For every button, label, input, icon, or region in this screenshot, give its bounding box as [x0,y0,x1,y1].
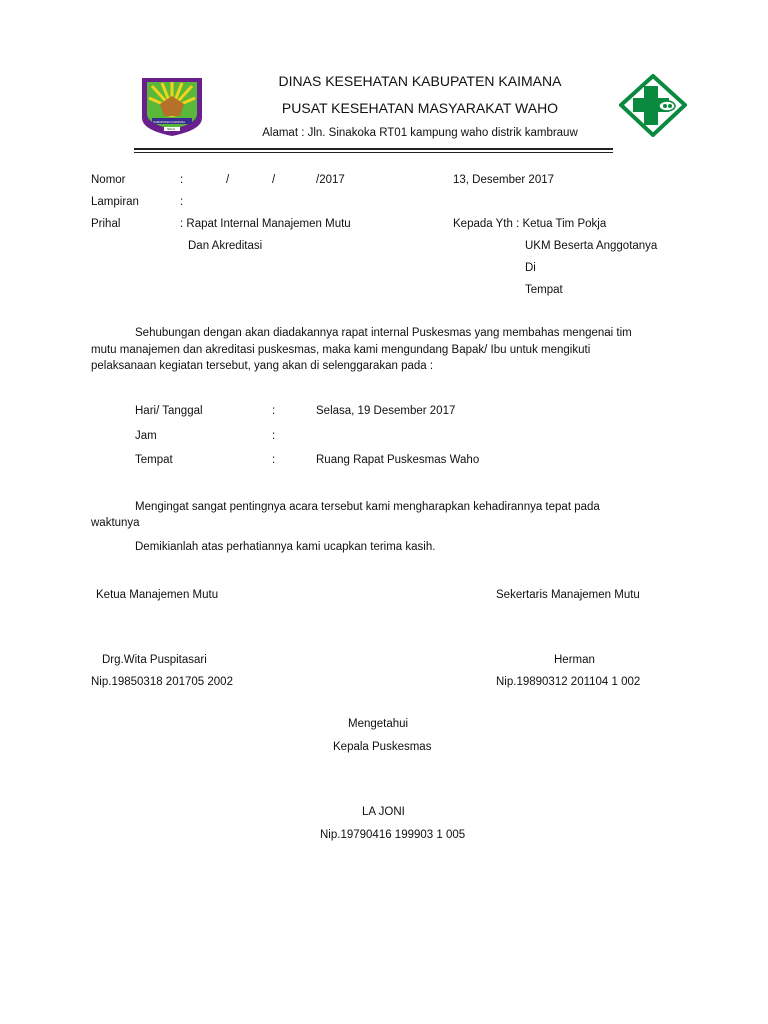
head-title: Kepala Puskesmas [333,741,432,753]
recipient-line-2: UKM Beserta Anggotanya [525,240,658,252]
right-signer-nip: Nip.19890312 201104 1 002 [496,676,641,688]
paragraph-1-line-1: Sehubungan dengan akan diadakannya rapat internal Puskesmas yang membahas mengenai tim [135,327,632,339]
nomor-slash-2: / [272,174,276,186]
recipient-line-1: Kepada Yth : Ketua Tim Pokja [453,218,607,230]
head-name: LA JONI [362,806,405,818]
address-line: Alamat : Jln. Sinakoka RT01 kampung waho distrik kambrauw [262,127,578,139]
right-signer-name: Herman [554,654,595,666]
letter-date: 13, Desember 2017 [453,174,555,186]
header-divider [134,148,613,150]
paragraph-2-line-2: waktunya [91,517,140,529]
left-signer-title: Ketua Manajemen Mutu [96,589,219,601]
hari-label: Hari/ Tanggal [135,405,203,417]
hari-colon: : [272,405,276,417]
hari-value: Selasa, 19 Desember 2017 [316,405,456,417]
perihal-line-1: : Rapat Internal Manajemen Mutu [180,218,351,230]
paragraph-1-line-3: pelaksanaan kegiatan tersebut, yang akan di selenggarakan pada : [91,360,434,372]
tempat-value: Ruang Rapat Puskesmas Waho [316,454,480,466]
perihal-label: Prihal [91,218,121,230]
puskesmas-title: PUSAT KESEHATAN MASYARAKAT WAHO [281,100,559,116]
left-signer-nip: Nip.19850318 201705 2002 [91,676,233,688]
tempat-label: Tempat [135,454,173,466]
paragraph-1-line-2: mutu manajemen dan akreditasi puskesmas, maka kami mengundang Bapak/ Ibu untuk mengikuti [91,344,591,356]
emblem-motto: SENJA [167,128,176,131]
acknowledge-label: Mengetahui [348,718,409,730]
closing-paragraph: Demikianlah atas perhatiannya kami ucapkan terima kasih. [135,541,436,553]
lampiran-label: Lampiran [91,196,139,208]
puskesmas-logo [619,74,687,137]
left-signer-name: Drg.Wita Puspitasari [102,654,207,666]
header-divider-thin [134,152,613,153]
jam-colon: : [272,430,276,442]
head-nip: Nip.19790416 199903 1 005 [320,829,466,841]
right-signer-title: Sekertaris Manajemen Mutu [496,589,640,601]
nomor-label: Nomor [91,174,126,186]
agency-title: DINAS KESEHATAN KABUPATEN KAIMANA [278,73,562,89]
nomor-slash-1: / [226,174,230,186]
nomor-colon: : [180,174,184,186]
perihal-line-2: Dan Akreditasi [188,240,263,252]
lampiran-colon: : [180,196,184,208]
tempat-colon: : [272,454,276,466]
recipient-line-4: Tempat [525,284,563,296]
nomor-year: /2017 [316,174,345,186]
recipient-line-3: Di [525,262,536,274]
emblem-label: KABUPATEN KAIMANA [153,120,186,124]
paragraph-2-line-1: Mengingat sangat pentingnya acara tersebut kami mengharapkan kehadirannya tepat pada [135,501,600,513]
jam-label: Jam [135,430,157,442]
